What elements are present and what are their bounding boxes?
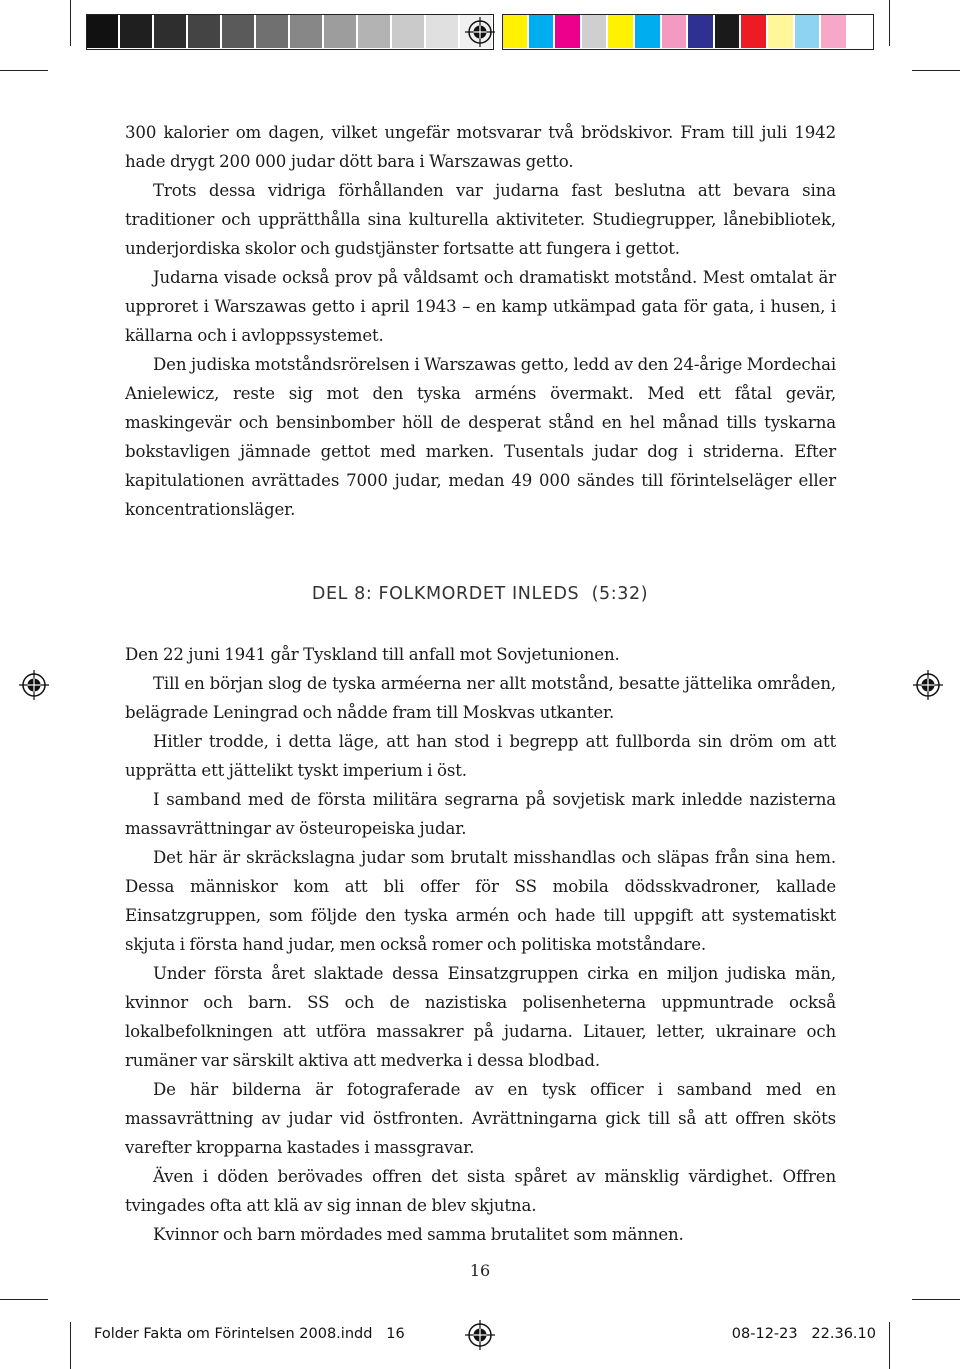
- crop-mark: [70, 1322, 71, 1369]
- color-swatch: [290, 14, 324, 48]
- color-swatch: [848, 14, 875, 48]
- crop-mark: [889, 1322, 890, 1369]
- paragraph: Den 22 juni 1941 går Tyskland till anfall mot Sovjetunionen.: [125, 645, 620, 664]
- color-swatch: [582, 14, 609, 48]
- color-swatch: [392, 14, 426, 48]
- color-swatch: [154, 14, 188, 48]
- color-swatch: [86, 14, 120, 48]
- paragraph: Trots dessa vidriga förhållanden var judarna fast beslutna att bevara sina traditioner och upprätthålla sina kulturella aktiviteter. Studiegrupper, lånebibliotek, underjordiska skolor och gudstjänster fortsatte att fungera i gettot.: [125, 181, 836, 258]
- color-swatch: [256, 14, 290, 48]
- color-swatch: [715, 14, 742, 48]
- color-swatch: [502, 14, 529, 48]
- paragraph: De här bilderna är fotograferade av en tysk officer i samband med en massavrättning av judar vid östfronten. Avrättningarna gick till så att offren sköts varefter kropparna kastades i massgravar.: [125, 1080, 836, 1157]
- crop-mark: [0, 1299, 48, 1300]
- crop-mark: [912, 1299, 960, 1300]
- color-swatch: [222, 14, 256, 48]
- text-block-ghetto: [125, 118, 836, 524]
- registration-mark-icon: [19, 670, 49, 700]
- paragraph: Det här är skräckslagna judar som brutalt misshandlas och släpas från sina hem. Dessa människor kom att bli offer för SS mobila dödsskvadroner, kallade Einsatzgruppen, som följde den tyska armén och hade till uppgift att systematiskt skjuta i första hand judar, men också romer och politiska motståndare.: [125, 848, 836, 954]
- color-swatch: [358, 14, 392, 48]
- crop-mark: [912, 70, 960, 71]
- color-swatch: [555, 14, 582, 48]
- slug-filename: Folder Fakta om Förintelsen 2008.indd 16: [94, 1326, 405, 1342]
- paragraph: 300 kalorier om dagen, vilket ungefär motsvarar två brödskivor. Fram till juli 1942 hade drygt 200 000 judar dött bara i Warszawas getto.: [125, 123, 836, 171]
- paragraph: Hitler trodde, i detta läge, att han stod i begrepp att fullborda sin dröm om att upprätta ett jättelikt tyskt imperium i öst.: [125, 732, 836, 780]
- paragraph: Även i döden berövades offren det sista spåret av mänsklig värdighet. Offren tvingades ofta att klä av sig innan de blev skjutna.: [125, 1167, 836, 1215]
- paragraph: Under första året slaktade dessa Einsatzgruppen cirka en miljon judiska män, kvinnor och barn. SS och de nazistiska polisenheterna uppmuntrade också lokalbefolkningen att utföra massakrer på judarna. Litauer, letter, ukrainare och rumäner var särskilt aktiva att medverka i dessa blodbad.: [125, 964, 836, 1070]
- crop-mark: [70, 0, 71, 46]
- color-swatch: [188, 14, 222, 48]
- registration-mark-icon: [465, 1320, 495, 1350]
- color-swatch: [426, 14, 460, 48]
- paragraph: Den judiska motståndsrörelsen i Warszawas getto, ledd av den 24-årige Mordechai Anielewicz, reste sig mot den tyska arméns övermakt. Med ett fåtal gevär, maskingevär och bensinbomber höll de desperat stånd en hel månad tills tyskarna bokstavligen jämnade gettot med marken. Tusentals judar dog i striderna. Efter kapitulationen avrättades 7000 judar, medan 49 000 sändes till förintelseläger eller koncentrationsläger.: [125, 355, 836, 519]
- paragraph: Judarna visade också prov på våldsamt och dramatiskt motstånd. Mest omtalat är upproret i Warszawas getto i april 1943 – en kamp utkämpad gata för gata, i husen, i källarna och i avloppssystemet.: [125, 268, 836, 345]
- slug-timestamp: 08-12-23 22.36.10: [731, 1326, 876, 1342]
- color-swatch: [324, 14, 358, 48]
- color-swatch: [688, 14, 715, 48]
- section-heading: DEL 8: FOLKMORDET INLEDS (5:32): [311, 584, 649, 604]
- registration-mark-icon: [465, 17, 495, 47]
- color-swatch: [608, 14, 635, 48]
- color-swatch: [741, 14, 768, 48]
- paragraph: I samband med de första militära segrarna på sovjetisk mark inledde nazisterna massavrättningar av östeuropeiska judar.: [125, 790, 836, 838]
- color-swatch: [529, 14, 556, 48]
- color-swatch: [768, 14, 795, 48]
- grayscale-control-strip: [86, 14, 494, 50]
- color-swatch: [795, 14, 822, 48]
- paragraph: Till en början slog de tyska arméerna ner allt motstånd, besatte jättelika områden, belägrade Leningrad och nådde fram till Moskvas utkanter.: [125, 674, 836, 722]
- color-control-strip: [502, 14, 874, 50]
- color-swatch: [662, 14, 689, 48]
- page-number: 16: [469, 1261, 491, 1280]
- crop-mark: [0, 70, 48, 71]
- color-swatch: [635, 14, 662, 48]
- color-swatch: [120, 14, 154, 48]
- registration-mark-icon: [913, 670, 943, 700]
- text-block-genocide: [125, 640, 836, 1249]
- crop-mark: [889, 0, 890, 46]
- color-swatch: [821, 14, 848, 48]
- paragraph: Kvinnor och barn mördades med samma brutalitet som männen.: [153, 1225, 684, 1244]
